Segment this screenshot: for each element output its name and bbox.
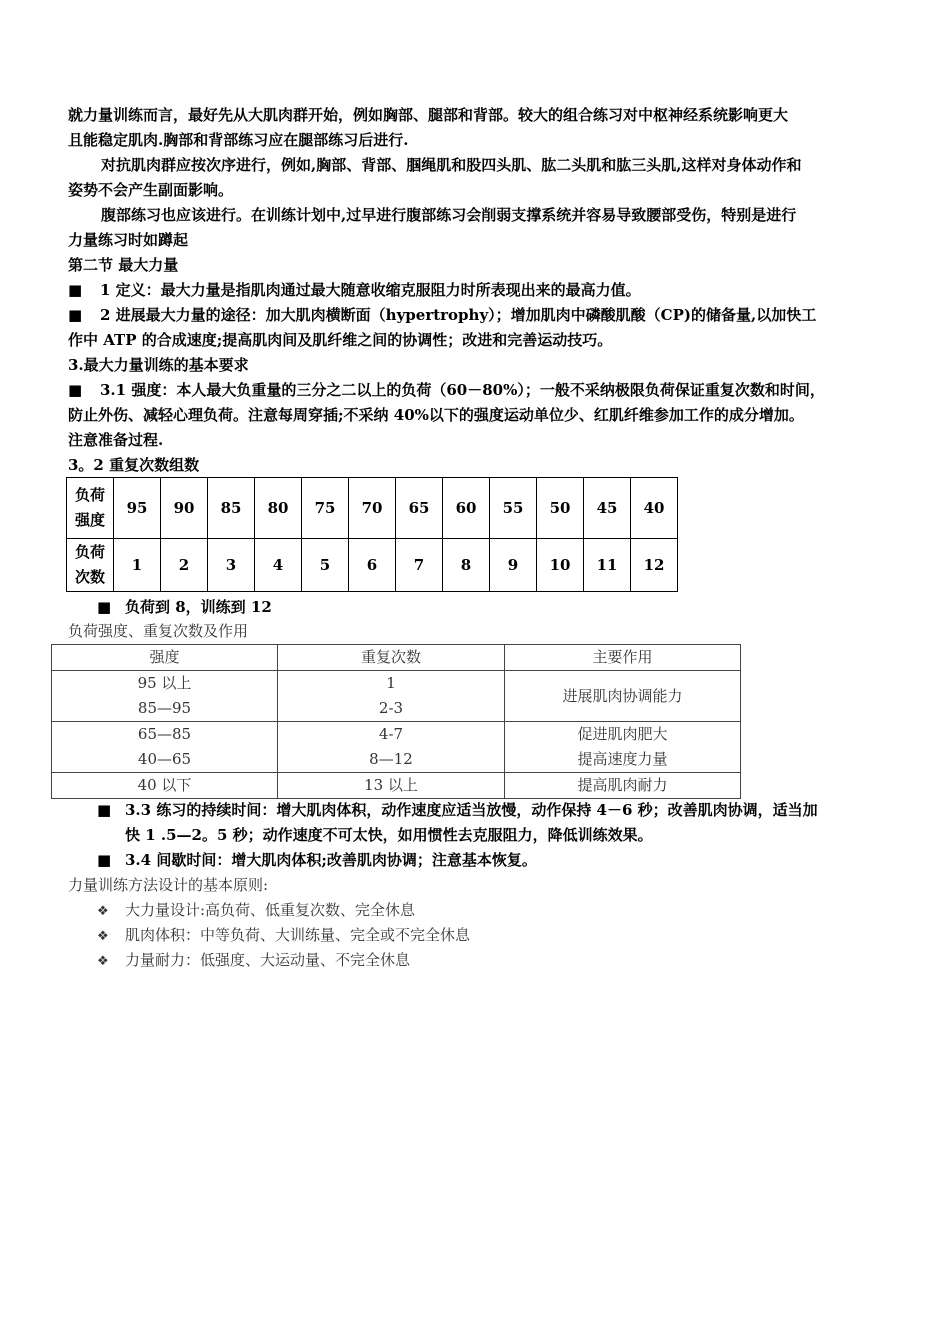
table-cell: 10 [537, 539, 584, 592]
intensity-cell: 65—85 40—65 [52, 722, 278, 773]
table-cell: 75 [302, 478, 349, 539]
square-bullet-icon: ■ [97, 801, 112, 819]
definition-text: 1 定义：最大力量是指肌肉通过最大随意收缩克服阻力时所表现出来的最高力值。 [100, 281, 641, 299]
paragraph-2-line-1: 对抗肌肉群应按次序进行，例如,胸部、背部、腘绳肌和股四头肌、肱二头肌和肱三头肌,这样对身体动作和 [101, 156, 802, 174]
effect-cell: 促进肌肉肥大 提高速度力量 [505, 722, 741, 773]
square-bullet-icon: ■ [97, 851, 112, 869]
table-cell: 90 [161, 478, 208, 539]
intensity-effect-table [51, 644, 741, 799]
intensity-cell: 95 以上 85—95 [52, 671, 278, 722]
effect-cell: 提高肌肉耐力 [505, 773, 741, 799]
paragraph-3-line-2: 力量练习时如蹲起 [68, 231, 189, 249]
table-cell: 50 [537, 478, 584, 539]
paragraph-1-line-2: 且能稳定肌肉.胸部和背部练习应在腿部练习后进行. [68, 131, 409, 149]
methods-item [68, 303, 816, 328]
principles-title: 力量训练方法设计的基本原则: [68, 876, 269, 894]
table2-caption: 负荷强度、重复次数及作用 [68, 622, 249, 640]
table-cell: 3 [208, 539, 255, 592]
paragraph-3-line-1: 腹部练习也应该进行。在训练计划中,过早进行腹部练习会削弱支撑系统并容易导致腰部受伤，特别是进行 [101, 206, 797, 224]
intensity-cell: 40 以下 [52, 773, 278, 799]
table-cell: 60 [443, 478, 490, 539]
table-cell: 55 [490, 478, 537, 539]
table-cell: 1 [114, 539, 161, 592]
column-header-effect: 主要作用 [505, 645, 741, 671]
table-cell: 2 [161, 539, 208, 592]
table-row [52, 722, 741, 773]
table-cell: 7 [396, 539, 443, 592]
intensity-text-line-3: 注意准备过程. [68, 431, 164, 449]
table-row [52, 671, 741, 722]
table-row-reps [67, 539, 678, 592]
table-cell: 95 [114, 478, 161, 539]
table-cell: 85 [208, 478, 255, 539]
effect-cell: 进展肌肉协调能力 [505, 671, 741, 722]
methods-text-line-2: 作中 ATP 的合成速度;提高肌肉间及肌纤维之间的协调性；改进和完善运动技巧。 [68, 331, 613, 349]
table-cell: 9 [490, 539, 537, 592]
square-bullet-icon: ■ [97, 598, 112, 616]
reps-cell: 4-7 8—12 [278, 722, 505, 773]
square-bullet-icon: ■ [68, 306, 83, 324]
intensity-text-line-1: 3.1 强度：本人最大负重量的三分之二以上的负荷（60－80%）；一般不采纳极限负荷保证重复次数和时间， [100, 381, 825, 399]
load-note [97, 595, 272, 620]
diamond-bullet-icon: ❖ [97, 904, 109, 919]
table-cell: 11 [584, 539, 631, 592]
table-row-intensity [67, 478, 678, 539]
table-cell: 70 [349, 478, 396, 539]
reps-cell: 13 以上 [278, 773, 505, 799]
paragraph-1-line-1: 就力量训练而言，最好先从大肌肉群开始，例如胸部、腿部和背部。较大的组合练习对中枢神经系统影响更大 [68, 106, 789, 124]
row-header-intensity: 负荷 强度 [67, 478, 114, 539]
principle-item: ❖ 力量耐力：低强度、大运动量、不完全休息 [97, 948, 410, 974]
table-cell: 80 [255, 478, 302, 539]
table-cell: 40 [631, 478, 678, 539]
square-bullet-icon: ■ [68, 381, 83, 399]
row-header-reps: 负荷 次数 [67, 539, 114, 592]
interval-text: 3.4 间歇时间：增大肌肉体积;改善肌肉协调；注意基本恢复。 [125, 851, 537, 869]
square-bullet-icon: ■ [68, 281, 83, 299]
reps-cell: 1 2-3 [278, 671, 505, 722]
principle-item: ❖ 大力量设计:高负荷、低重复次数、完全休息 [97, 898, 415, 924]
intensity-text-line-2: 防止外伤、减轻心理负荷。注意每周穿插;不采纳 40%以下的强度运动单位少、红肌纤维参加工作的成分增加。 [68, 406, 804, 424]
load-reps-table [66, 477, 678, 592]
load-note-text: 负荷到 8，训练到 12 [125, 598, 272, 616]
duration-text-line-1: 3.3 练习的持续时间：增大肌肉体积，动作速度应适当放慢，动作保持 4－6 秒；改善肌肉协调，适当加 [125, 801, 818, 819]
column-header-intensity: 强度 [52, 645, 278, 671]
table-cell: 45 [584, 478, 631, 539]
definition-item [68, 278, 641, 303]
diamond-bullet-icon: ❖ [97, 954, 109, 969]
table-cell: 4 [255, 539, 302, 592]
methods-text-line-1: 2 进展最大力量的途径：加大肌肉横断面（hypertrophy）；增加肌肉中磷酸肌酸（CP)的储备量,以加快工 [100, 306, 817, 324]
duration-text-line-2: 快 1 .5—2。5 秒；动作速度不可太快，如用惯性去克服阻力，降低训练效果。 [125, 826, 653, 844]
section-title: 第二节 最大力量 [68, 256, 179, 274]
table-cell: 65 [396, 478, 443, 539]
table-cell: 5 [302, 539, 349, 592]
principle-item: ❖ 肌肉体积：中等负荷、大训练量、完全或不完全休息 [97, 923, 470, 949]
duration-item [97, 798, 818, 823]
table-cell: 8 [443, 539, 490, 592]
table-cell: 6 [349, 539, 396, 592]
table-cell: 12 [631, 539, 678, 592]
diamond-bullet-icon: ❖ [97, 929, 109, 944]
intensity-item [68, 378, 825, 403]
table-header-row [52, 645, 741, 671]
column-header-reps: 重复次数 [278, 645, 505, 671]
reps-title: 3。2 重复次数组数 [68, 456, 200, 474]
interval-item [97, 848, 537, 873]
table-row [52, 773, 741, 799]
requirements-title: 3.最大力量训练的基本要求 [68, 356, 249, 374]
paragraph-2-line-2: 姿势不会产生副面影响。 [68, 181, 234, 199]
